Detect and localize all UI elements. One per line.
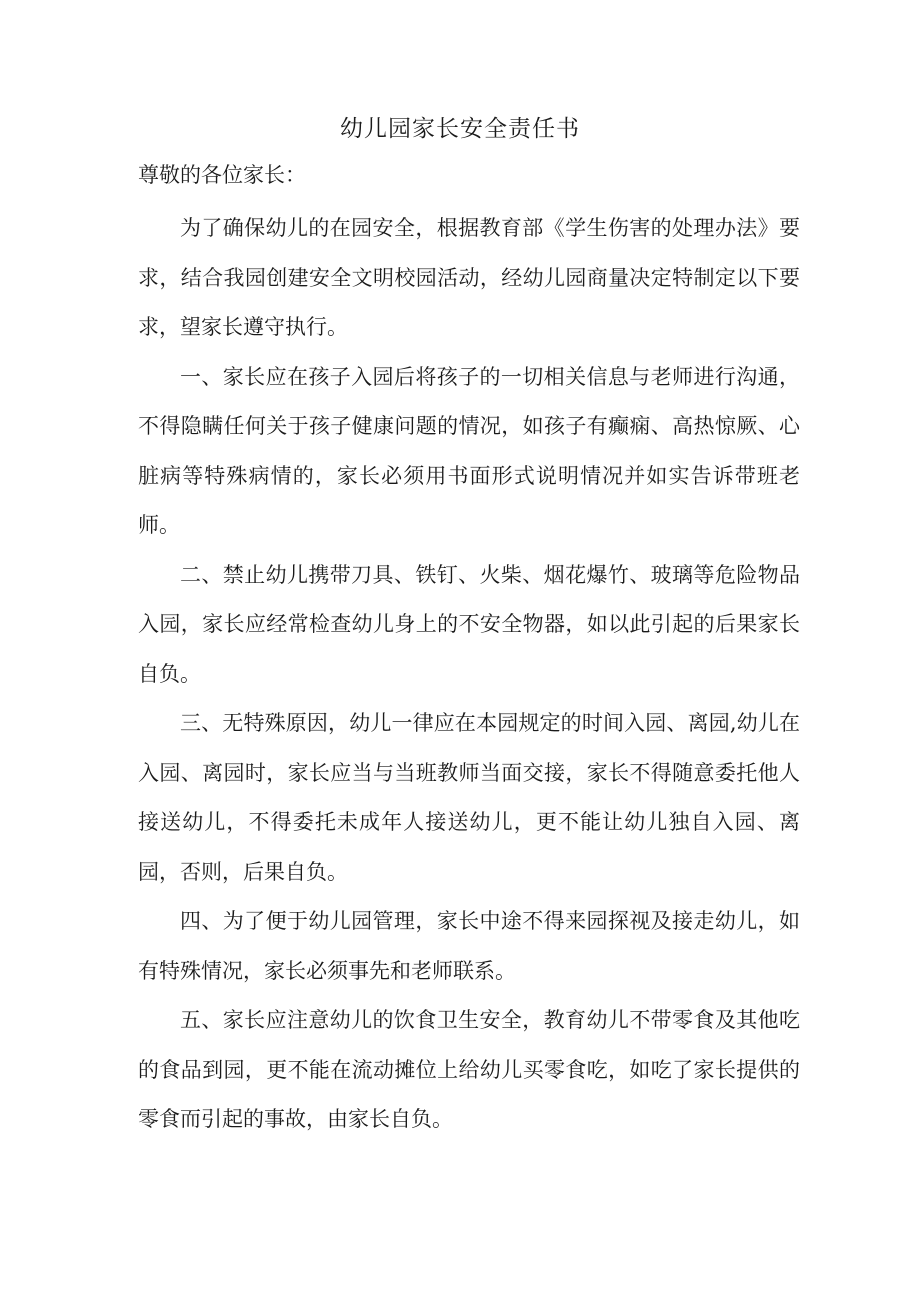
salutation: 尊敬的各位家长： xyxy=(138,163,306,187)
document-title: 幼儿园家长安全责任书 xyxy=(340,116,580,142)
paragraph-rule-3: 三、无特殊原因，幼儿一律应在本园规定的时间入园、离园,幼儿在入园、离园时，家长应当与当班教师当面交接，家长不得随意委托他人接送幼儿，不得委托未成年人接送幼儿，更不能让幼儿独自入园、离园，否则，后果自负。 xyxy=(138,711,800,884)
document-body xyxy=(138,204,800,1145)
paragraph-rule-4: 四、为了便于幼儿园管理，家长中途不得来园探视及接走幼儿，如有特殊情况，家长必须事先和老师联系。 xyxy=(138,909,800,983)
paragraph-rule-1: 一、家长应在孩子入园后将孩子的一切相关信息与老师进行沟通，不得隐瞒任何关于孩子健康问题的情况，如孩子有癫痫、高热惊厥、心脏病等特殊病情的，家长必须用书面形式说明情况并如实告诉带班老师。 xyxy=(138,364,800,537)
paragraph-rule-2: 二、禁止幼儿携带刀具、铁钉、火柴、烟花爆竹、玻璃等危险物品入园，家长应经常检查幼儿身上的不安全物器，如以此引起的后果家长自负。 xyxy=(138,562,800,686)
paragraph-intro: 为了确保幼儿的在园安全，根据教育部《学生伤害的处理办法》要求，结合我园创建安全文明校园活动，经幼儿园商量决定特制定以下要求，望家长遵守执行。 xyxy=(138,216,800,339)
paragraph-rule-5: 五、家长应注意幼儿的饮食卫生安全，教育幼儿不带零食及其他吃的食品到园，更不能在流动摊位上给幼儿买零食吃，如吃了家长提供的零食而引起的事故，由家长自负。 xyxy=(138,1008,800,1131)
